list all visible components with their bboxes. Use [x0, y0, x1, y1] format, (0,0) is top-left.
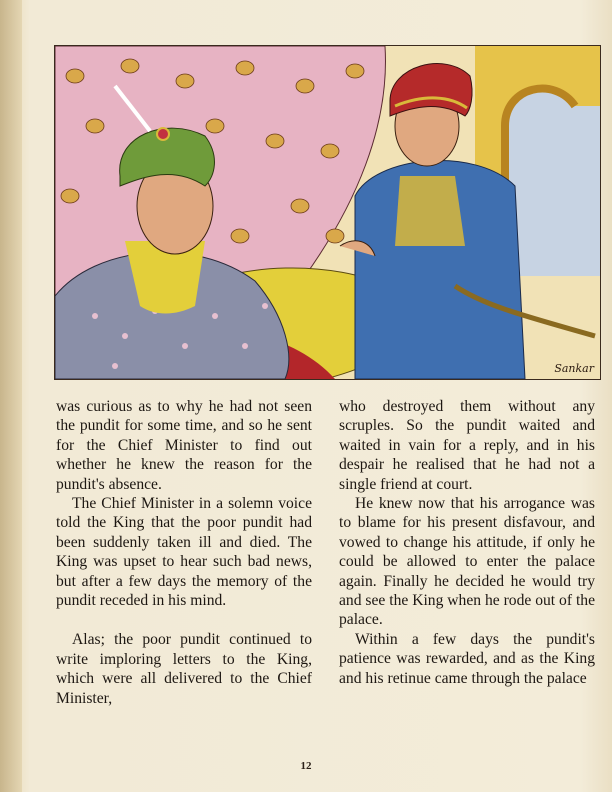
text-column-right	[339, 397, 595, 688]
paragraph: He knew now that his arrogance was to blame for his present disfavour, and vowed to change his attitude, if only he could be allowed to enter the palace again. Finally he decided he would try and see the King when he rode out of the palace.	[339, 495, 595, 629]
page-binding-edge	[0, 0, 22, 792]
paragraph: Within a few days the pundit's patience was rewarded, and as the King and his retinue came through the palace	[339, 630, 595, 687]
paragraph: Alas; the poor pundit continued to write imploring letters to the King, which were all delivered to the Chief Minister,	[56, 631, 312, 707]
page-number: 12	[300, 760, 312, 772]
text-column-left	[56, 397, 312, 708]
paragraph: The Chief Minister in a solemn voice told the King that the poor pundit had been suddenly taken ill and died. The King was upset to hear such bad news, but after a few days the memory of the pundit receded in his mind.	[56, 495, 312, 610]
story-illustration	[54, 45, 601, 380]
illustration-drawing	[55, 46, 600, 379]
paragraph: was curious as to why he had not seen the pundit for some time, and so he sent for the Chief Minister to find out whether he knew the reason for the pundit's absence.	[56, 398, 312, 493]
artist-signature: Sankar	[554, 362, 594, 375]
paragraph: who destroyed them without any scruples. So the pundit waited and waited in vain for a reply, and in his despair he realised that he had not a single friend at court.	[339, 398, 595, 493]
